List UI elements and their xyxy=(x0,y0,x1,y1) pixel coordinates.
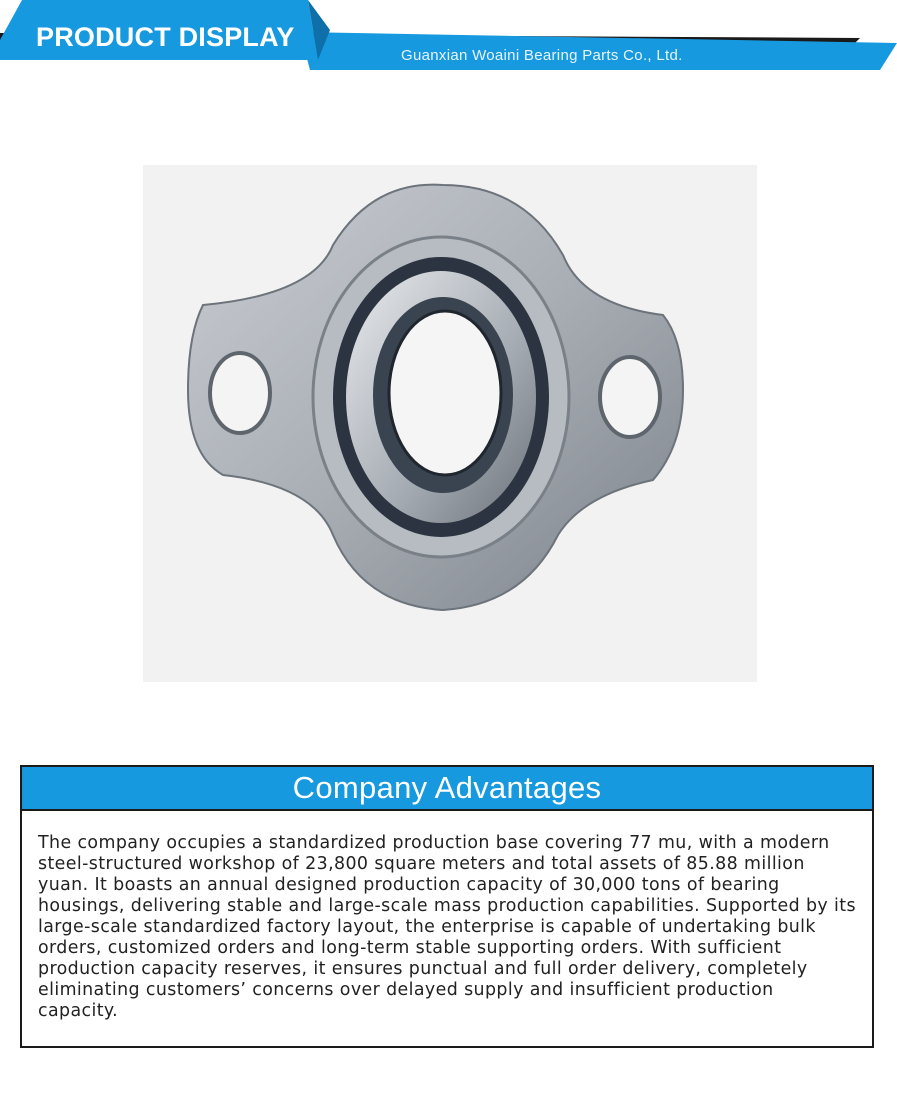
advantages-text: The company occupies a standardized production base covering 77 mu, with a modern steel-structured workshop of 23,800 square meters and total assets of 85.88 million yuan. It boasts an annual designed production capacity of 30,000 tons of bearing housings, delivering stable and large-scale mass production capabilities. Supported by its large-scale standardized factory layout, the enterprise is capable of undertaking bulk orders, customized orders and long-term stable supporting orders. With sufficient production capacity reserves, it ensures punctual and full order delivery, completely eliminating customers’ concerns over delayed supply and insufficient production capacity. xyxy=(38,833,856,1021)
company-name: Guanxian Woaini Bearing Parts Co., Ltd. xyxy=(401,47,683,64)
advantages-title: Company Advantages xyxy=(292,770,602,805)
advantages-panel xyxy=(20,765,874,1048)
banner-title: PRODUCT DISPLAY xyxy=(36,22,295,52)
section-banner xyxy=(0,0,897,75)
flange-bearing-housing-photo xyxy=(143,165,757,682)
advantages-header xyxy=(22,767,872,811)
product-photo xyxy=(143,165,757,682)
